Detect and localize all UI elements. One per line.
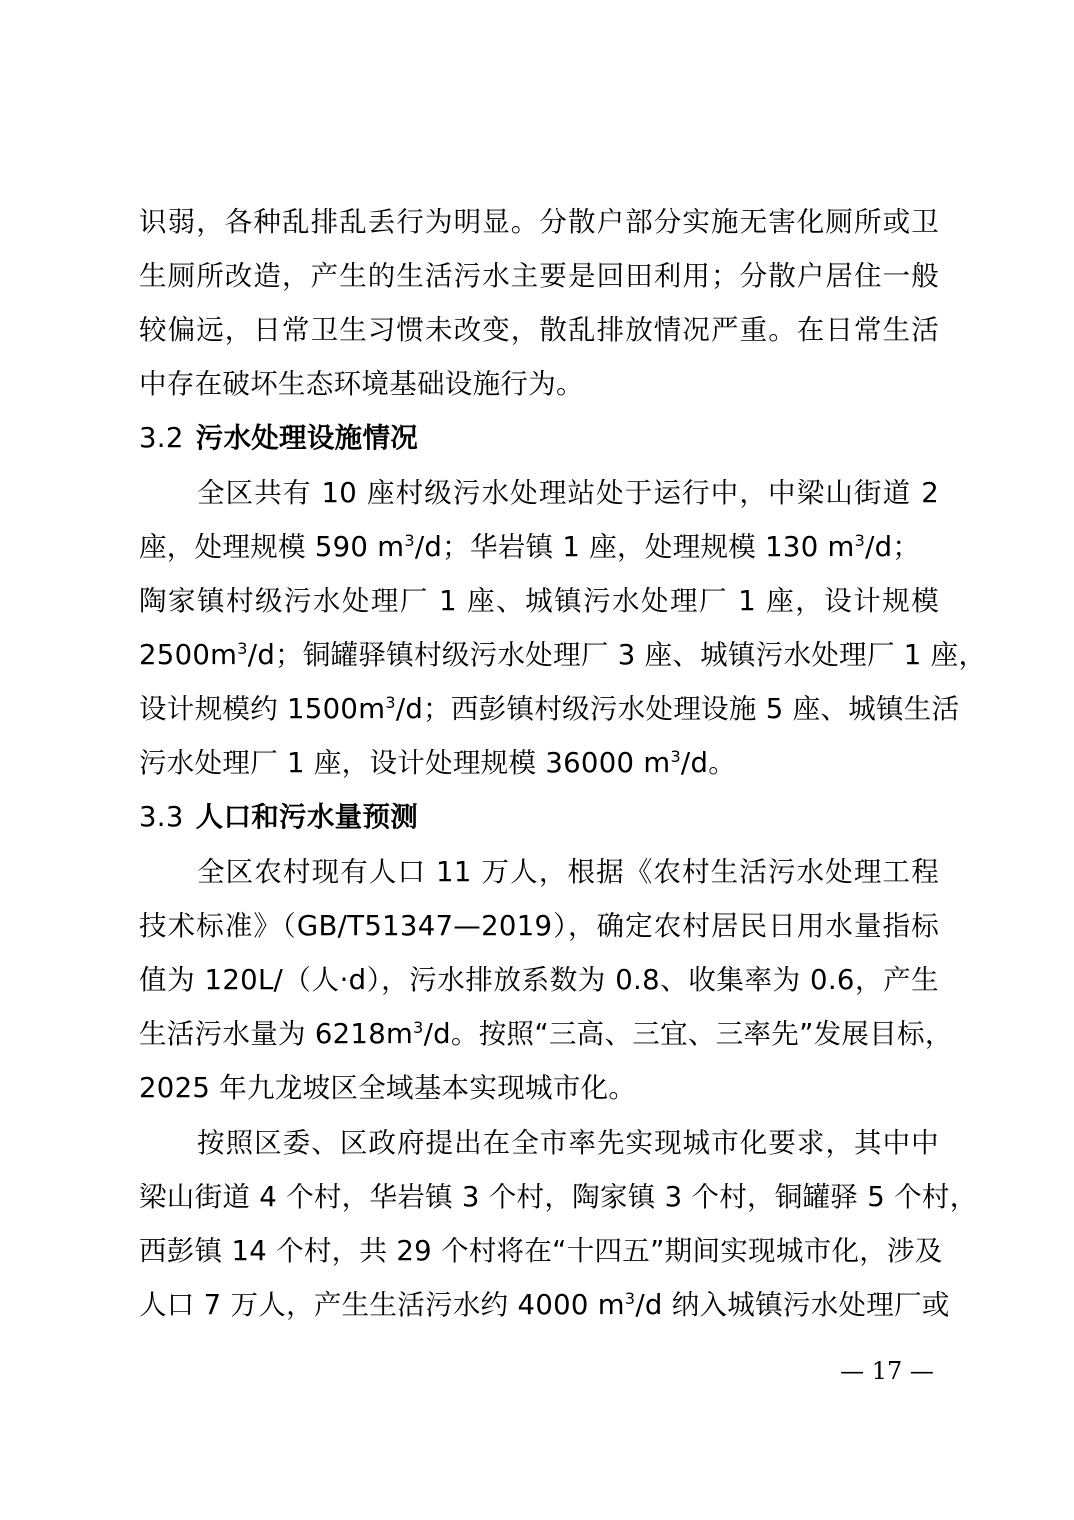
body-text-line: 人口 7 万人，产生生活污水约 4000 $m^3/d$ 纳入城镇污水处理厂或 [139, 1289, 950, 1321]
section-number: 3.2 [139, 422, 184, 454]
body-text-line: 2025 年九龙坡区全域基本实现城市化。 [139, 1072, 637, 1104]
body-text-line: 座，处理规模 590 $m^3/d$；华岩镇 1 座，处理规模 130 $m^3/d$； [139, 531, 921, 563]
body-text-line: 值为 120L/（人·d），污水排放系数为 0.8、收集率为 0.6，产生 [139, 964, 939, 996]
body-text-line: 较偏远，日常卫生习惯未改变，散乱排放情况严重。在日常生活 [139, 314, 939, 346]
body-text-line: 污水处理厂 1 座，设计处理规模 36000 $m^3/d$。 [139, 747, 737, 779]
body-text-line: 识弱，各种乱排乱丢行为明显。分散户部分实施无害化厕所或卫 [139, 206, 939, 238]
body-text-line: 生厕所改造，产生的生活污水主要是回田利用；分散户居住一般 [139, 260, 939, 292]
body-text-line: 梁山街道 4 个村，华岩镇 3 个村，陶家镇 3 个村，铜罐驿 5 个村， [139, 1181, 978, 1213]
body-text-line: 技术标准》（GB/T51347—2019），确定农村居民日用水量指标 [139, 910, 939, 942]
body-text-line: 生活污水量为 $6218m^3/d$。按照“三高、三宜、三率先”发展目标， [139, 1018, 953, 1050]
section-heading-3-2 [139, 420, 939, 456]
body-text-line: 全区农村现有人口 11 万人，根据《农村生活污水处理工程 [197, 856, 939, 888]
body-text-line: 按照区委、区政府提出在全市率先实现城市化要求，其中中 [197, 1127, 939, 1159]
body-text-line: $2500m^3/d$；铜罐驿镇村级污水处理厂 3 座、城镇污水处理厂 1 座， [139, 639, 987, 671]
page-number: — 17 — [840, 1357, 934, 1385]
body-text-line: 西彭镇 14 个村，共 29 个村将在“十四五”期间实现城市化，涉及 [139, 1235, 943, 1267]
section-title: 污水处理设施情况 [195, 422, 419, 454]
section-heading-3-3 [139, 799, 939, 835]
body-text-line: 全区共有 10 座村级污水处理站处于运行中，中梁山街道 2 [197, 477, 939, 509]
body-text-line: 中存在破坏生态环境基础设施行为。 [139, 368, 584, 400]
section-title: 人口和污水量预测 [195, 801, 419, 833]
body-text-line: 陶家镇村级污水处理厂 1 座、城镇污水处理厂 1 座，设计规模 [139, 585, 939, 617]
body-text-line: 设计规模约 $1500m^3/d$；西彭镇村级污水处理设施 5 座、城镇生活 [139, 693, 960, 725]
section-number: 3.3 [139, 801, 184, 833]
